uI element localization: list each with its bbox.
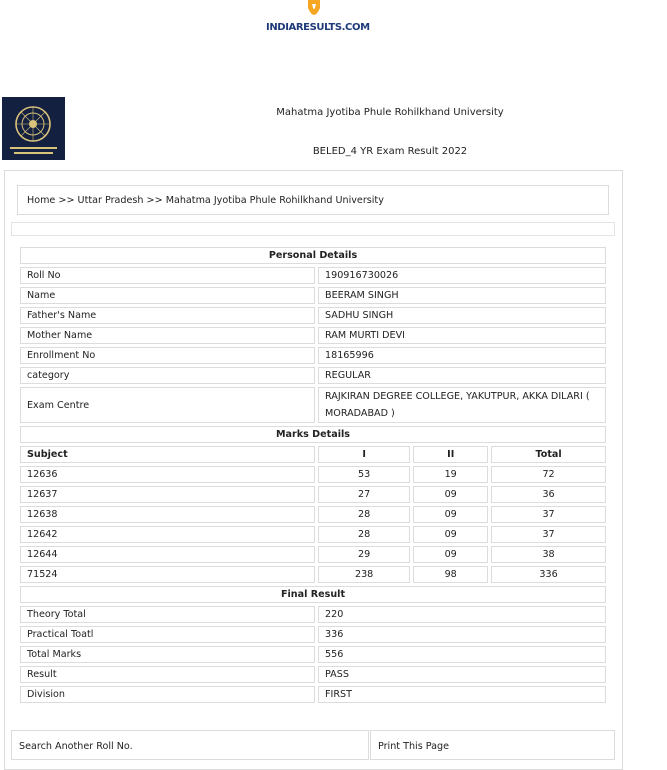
- table-row: [20, 347, 606, 364]
- field-label: Father's Name: [20, 307, 315, 324]
- field-label: Result: [20, 666, 315, 683]
- table-row: [20, 307, 606, 324]
- marks-cell: 09: [413, 486, 488, 503]
- field-label: Name: [20, 287, 315, 304]
- total-cell: 38: [491, 546, 606, 563]
- result-table: [17, 244, 609, 706]
- table-row: [20, 466, 606, 483]
- field-label: Total Marks: [20, 646, 315, 663]
- subject-cell: 12644: [20, 546, 315, 563]
- table-row: [20, 267, 606, 284]
- field-value: 220: [318, 606, 606, 623]
- column-header: Subject: [20, 446, 315, 463]
- spacer-bar: [11, 222, 615, 236]
- table-row: [20, 526, 606, 543]
- breadcrumb: [17, 185, 609, 215]
- exam-title: BELED_4 YR Exam Result 2022: [312, 146, 468, 157]
- field-value: 18165996: [318, 347, 606, 364]
- column-header: II: [413, 446, 488, 463]
- subject-cell: 12636: [20, 466, 315, 483]
- field-value: REGULAR: [318, 367, 606, 384]
- search-another-roll-link[interactable]: Search Another Roll No.: [19, 741, 133, 752]
- total-cell: 36: [491, 486, 606, 503]
- print-page-link[interactable]: Print This Page: [378, 741, 449, 752]
- field-label: Division: [20, 686, 315, 703]
- marks-header-row: [20, 446, 606, 463]
- subject-cell: 12638: [20, 506, 315, 523]
- university-emblem: [2, 97, 65, 160]
- table-row: [20, 606, 606, 623]
- field-label: Practical Toatl: [20, 626, 315, 643]
- breadcrumb-separator: >>: [146, 195, 163, 206]
- table-row: [20, 287, 606, 304]
- field-value: PASS: [318, 666, 606, 683]
- university-seal-icon: [2, 97, 65, 160]
- field-value: FIRST: [318, 686, 606, 703]
- marks-cell: 19: [413, 466, 488, 483]
- field-value: BEERAM SINGH: [318, 287, 606, 304]
- breadcrumb-home[interactable]: Home: [27, 195, 56, 206]
- table-row: [20, 327, 606, 344]
- marks-cell: 09: [413, 526, 488, 543]
- field-label: Enrollment No: [20, 347, 315, 364]
- column-header: I: [318, 446, 410, 463]
- site-logo[interactable]: [262, 0, 370, 36]
- search-another-container: [11, 730, 369, 760]
- breadcrumb-state[interactable]: Uttar Pradesh: [77, 195, 144, 206]
- field-label: Roll No: [20, 267, 315, 284]
- subject-cell: 12637: [20, 486, 315, 503]
- total-cell: 37: [491, 506, 606, 523]
- final-result-heading: Final Result: [20, 586, 606, 603]
- field-label: Exam Centre: [20, 387, 315, 423]
- breadcrumb-separator: >>: [58, 195, 75, 206]
- field-label: category: [20, 367, 315, 384]
- table-row: [20, 626, 606, 643]
- field-value: RAM MURTI DEVI: [318, 327, 606, 344]
- field-value: RAJKIRAN DEGREE COLLEGE, YAKUTPUR, AKKA DILARI ( MORADABAD ): [318, 387, 606, 423]
- marks-cell: 238: [318, 566, 410, 583]
- marks-cell: 27: [318, 486, 410, 503]
- total-cell: 336: [491, 566, 606, 583]
- table-row: [20, 686, 606, 703]
- marks-cell: 28: [318, 506, 410, 523]
- table-row: [20, 566, 606, 583]
- subject-cell: 71524: [20, 566, 315, 583]
- field-value: SADHU SINGH: [318, 307, 606, 324]
- field-label: Mother Name: [20, 327, 315, 344]
- subject-cell: 12642: [20, 526, 315, 543]
- university-title: Mahatma Jyotiba Phule Rohilkhand University: [276, 107, 504, 118]
- personal-details-heading: Personal Details: [20, 247, 606, 264]
- total-cell: 72: [491, 466, 606, 483]
- marks-cell: 29: [318, 546, 410, 563]
- table-row: [20, 387, 606, 423]
- field-value: 190916730026: [318, 267, 606, 284]
- marks-cell: 53: [318, 466, 410, 483]
- table-row: [20, 506, 606, 523]
- marks-cell: 09: [413, 506, 488, 523]
- field-value: 556: [318, 646, 606, 663]
- field-value: 336: [318, 626, 606, 643]
- print-container: [370, 730, 615, 760]
- table-row: [20, 646, 606, 663]
- total-cell: 37: [491, 526, 606, 543]
- flame-icon: [304, 0, 324, 22]
- breadcrumb-university[interactable]: Mahatma Jyotiba Phule Rohilkhand University: [165, 195, 384, 206]
- site-logo-text: INDIARESULTS.COM: [266, 22, 370, 33]
- column-header: Total: [491, 446, 606, 463]
- table-row: [20, 486, 606, 503]
- marks-cell: 28: [318, 526, 410, 543]
- marks-details-heading: Marks Details: [20, 426, 606, 443]
- table-row: [20, 666, 606, 683]
- field-label: Theory Total: [20, 606, 315, 623]
- table-row: [20, 546, 606, 563]
- table-row: [20, 367, 606, 384]
- marks-cell: 09: [413, 546, 488, 563]
- marks-cell: 98: [413, 566, 488, 583]
